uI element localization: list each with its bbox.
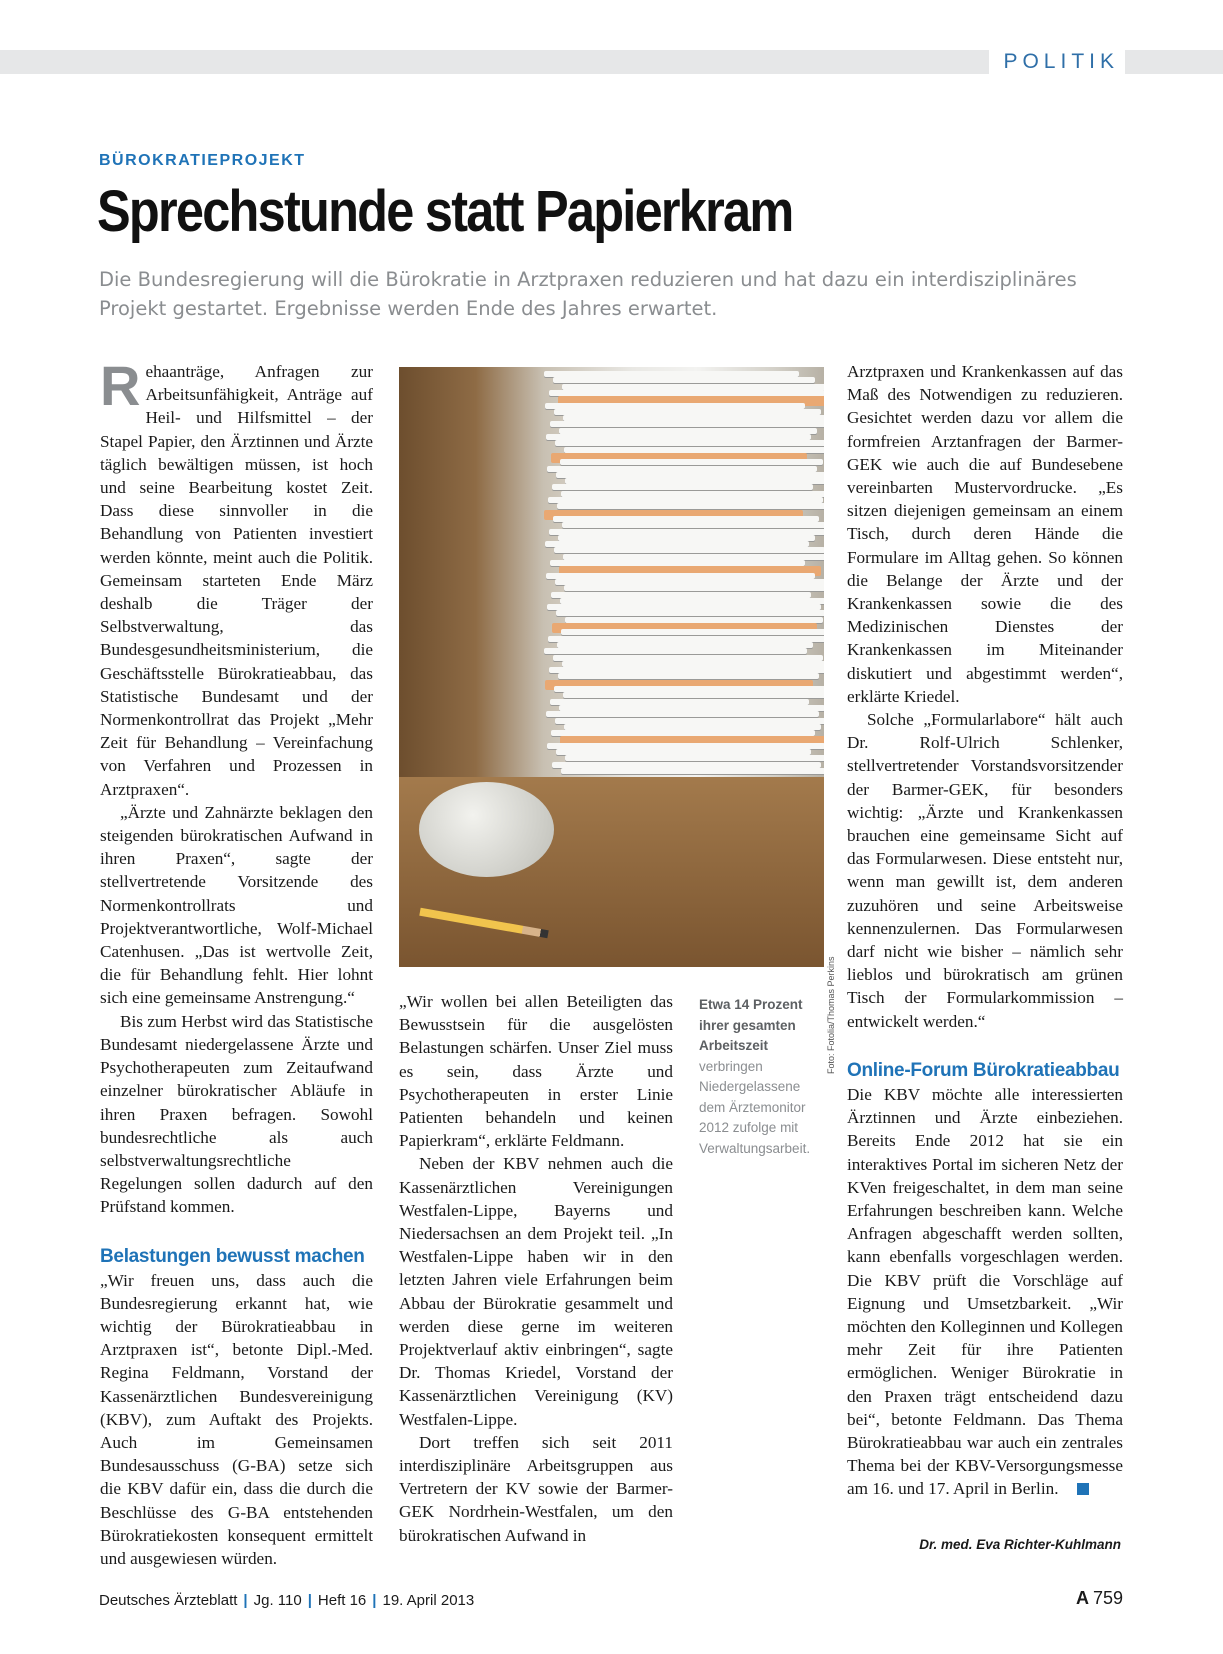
paragraph: Bis zum Herbst wird das Statistische Bundesamt niedergelassene Ärzte und Psychotherapeuten zum Zeitaufwand einzelner bürokratischer Abläufe in ihren Praxen befragen. Sowohl bundesrechtliche als auch selbstverwaltungsrechtliche Regelungen sollen dadurch auf den Prüfstand kommen.: [100, 1011, 373, 1217]
paragraph: Dort treffen sich seit 2011 interdisziplinäre Arbeitsgruppen aus Vertretern der KV sowie der Barmer-GEK Nordrhein-Westfalen, um den bürokratischen Aufwand in: [399, 1432, 673, 1545]
drop-cap: R: [100, 354, 141, 417]
article-lead: Die Bundesregierung will die Bürokratie in Arztpraxen reduzieren und hat dazu ein interdisziplinäres Projekt gestartet. Ergebnisse werden Ende des Jahres erwartet.: [99, 268, 1077, 320]
subheading: Belastungen bewusst machen: [100, 1245, 365, 1267]
photo-credit: Foto: Fotolia/Thomas Perkins: [826, 956, 836, 1074]
text-column-1: [100, 354, 373, 1570]
paragraph: „Wir wollen bei allen Beteiligten das Bewusstsein für die ausgelösten Belastungen schärfen. Unser Ziel muss es sein, dass Ärzte und Psychotherapeuten in erster Linie Patienten behandeln und keinen Papierkram“, erklärte Feldmann.: [399, 992, 673, 1151]
paragraph: [100, 354, 373, 801]
issue-date: 19. April 2013: [382, 1592, 475, 1609]
section-label: POLITIK: [989, 48, 1125, 76]
paragraph-text: Die KBV möchte alle interessierten Ärztinnen und Ärzte einbeziehen. Bereits Ende 2012 hat sie ein interaktives Portal im sicheren Netz der KVen freigeschaltet, in dem man seine Erfahrungen beschreiben kann. Welche Anfragen abgeschafft werden sollten, kann ebenfalls vorgeschlagen werden. Die KBV prüft die Vorschläge auf Eignung und Umsetzbarkeit. „Wir möchten den Kolleginnen und Kollegen mehr Zeit für ihre Patienten ermöglichen. Weniger Bürokratie in den Praxen trägt entscheidend dazu bei“, betonte Feldmann. Das Thema Bürokratieabbau war auch ein zentrales Thema bei der KBV-Versorgungsmesse am 16. und 17. April in Berlin.: [847, 1084, 1123, 1499]
page-number: [1076, 1588, 1123, 1609]
article-kicker: BÜROKRATIEPROJEKT: [99, 152, 306, 169]
paragraph-text: ehaanträge, Anfragen zur Arbeitsunfähigkeit, Anträge auf Heil- und Hilfsmittel – der Stapel Papier, den Ärztinnen und Ärzte täglich bewältigen müssen, ist hoch und seine Bearbeitung kostet Zeit. Dass diese sinnvoller in die Behandlung von Patienten investiert werden könnte, meint auch die Politik. Gemeinsam starteten Ende März deshalb die Träger der Selbstverwaltung, das Bundesgesundheitsministerium, die Geschäftsstelle Bürokratieabbau, das Statistische Bundesamt und der Normenkontrollrat das Projekt „Mehr Zeit für Behandlung – Vereinfachung von Verfahren und Prozessen in Arztpraxen“.: [100, 362, 373, 799]
footer: Deutsches Ärzteblatt | Jg. 110 | Heft 16 | 19. April 2013: [99, 1592, 475, 1609]
end-mark-icon: [1077, 1483, 1089, 1495]
article-title: Sprechstunde statt Papierkram: [97, 179, 793, 244]
page-prefix: A: [1075, 1588, 1089, 1608]
page-number-value: 759: [1092, 1588, 1123, 1608]
paragraph: Neben der KBV nehmen auch die Kassenärztlichen Vereinigungen Westfalen-Lippe, Bayerns und Niedersachsen an dem Projekt teil. „In Westfalen-Lippe haben wir in den letzten Jahren viele Erfahrungen beim Abbau der Bürokratie gesammelt und werden diese gerne im weiteren Projektverlauf aktiv einbringen“, sagte Dr. Thomas Kriedel, Vorstand der Kassenärztlichen Vereinigung (KV) Westfalen-Lippe.: [399, 1154, 673, 1429]
computer-mouse-graphic: [419, 782, 554, 877]
caption-text: verbringen Niedergelassene dem Ärztemonitor 2012 zufolge mit Verwaltungsarbeit.: [699, 1058, 811, 1156]
author-byline: Dr. med. Eva Richter-Kuhlmann: [919, 1537, 1121, 1552]
paragraph: [847, 1083, 1123, 1501]
paragraph: „Wir freuen uns, dass auch die Bundesregierung erkannt hat, wie wichtig der Bürokratieabbau in Arztpraxen ist“, betonte Dipl.-Med. Regina Feldmann, Vorstand der Kassenärztlichen Bundesvereinigung (KBV), zum Auftakt des Projekts. Auch im Gemeinsamen Bundesausschuss (G-BA) setze sich die KBV dafür ein, dass die durch die Beschlüsse des G-BA entstehenden Bürokratiekosten konsequent ermittelt und ausgewiesen würden.: [100, 1270, 373, 1568]
paragraph: „Ärzte und Zahnärzte beklagen den steigenden bürokratischen Aufwand in ihren Praxen“, sagte der stellvertretende Vorsitzende des Normenkontrollrats und Projektverantwortliche, Wolf-Michael Catenhusen. „Das ist wertvolle Zeit, die für Behandlung fehlt. Hier lohnt sich eine gemeinsame Anstrengung.“: [100, 802, 373, 1008]
text-column-3: [847, 360, 1123, 1501]
issue: Heft 16: [317, 1592, 367, 1609]
subheading: Online-Forum Bürokratieabbau: [847, 1059, 1120, 1081]
photo-caption: [699, 995, 824, 1159]
caption-bold: Etwa 14 Prozent ihrer gesamten Arbeitszeit: [699, 997, 803, 1053]
paper-stack-photo: [399, 367, 824, 967]
paragraph: Arztpraxen und Krankenkassen auf das Maß des Notwendigen zu reduzieren. Gesichtet werden dazu vor allem die formfreien Arztanfragen der Barmer-GEK wie auch die auf Bundesebene vereinbarten Mustervordrucke. „Es sitzen diejenigen gemeinsam an einem Tisch, durch deren Hände die Formulare im Alltag gehen. So können die Belange der Ärzte und der Krankenkassen sowie die des Medizinischen Dienstes der Krankenkassen im Miteinander diskutiert und abgestimmt werden“, erklärte Kriedel.: [847, 362, 1123, 706]
text-column-2: [399, 990, 673, 1547]
volume: Jg. 110: [253, 1592, 302, 1609]
paragraph: Solche „Formularlabore“ hält auch Dr. Rolf-Ulrich Schlenker, stellvertretender Vorstandsvorsitzender der Barmer-GEK, für besonders wichtig: „Ärzte und Krankenkassen brauchen eine gemeinsame Sicht auf das Formularwesen. Diese entsteht nur, wenn man gewillt ist, dem anderen zuzuhören und seine Arbeitsweise kennenzulernen. Das Formularwesen darf nicht wie bisher – nämlich sehr lieblos und bürokratisch am grünen Tisch der Formularkommission – entwickelt werden.“: [847, 710, 1123, 1031]
journal-name: Deutsches Ärzteblatt: [99, 1592, 238, 1609]
